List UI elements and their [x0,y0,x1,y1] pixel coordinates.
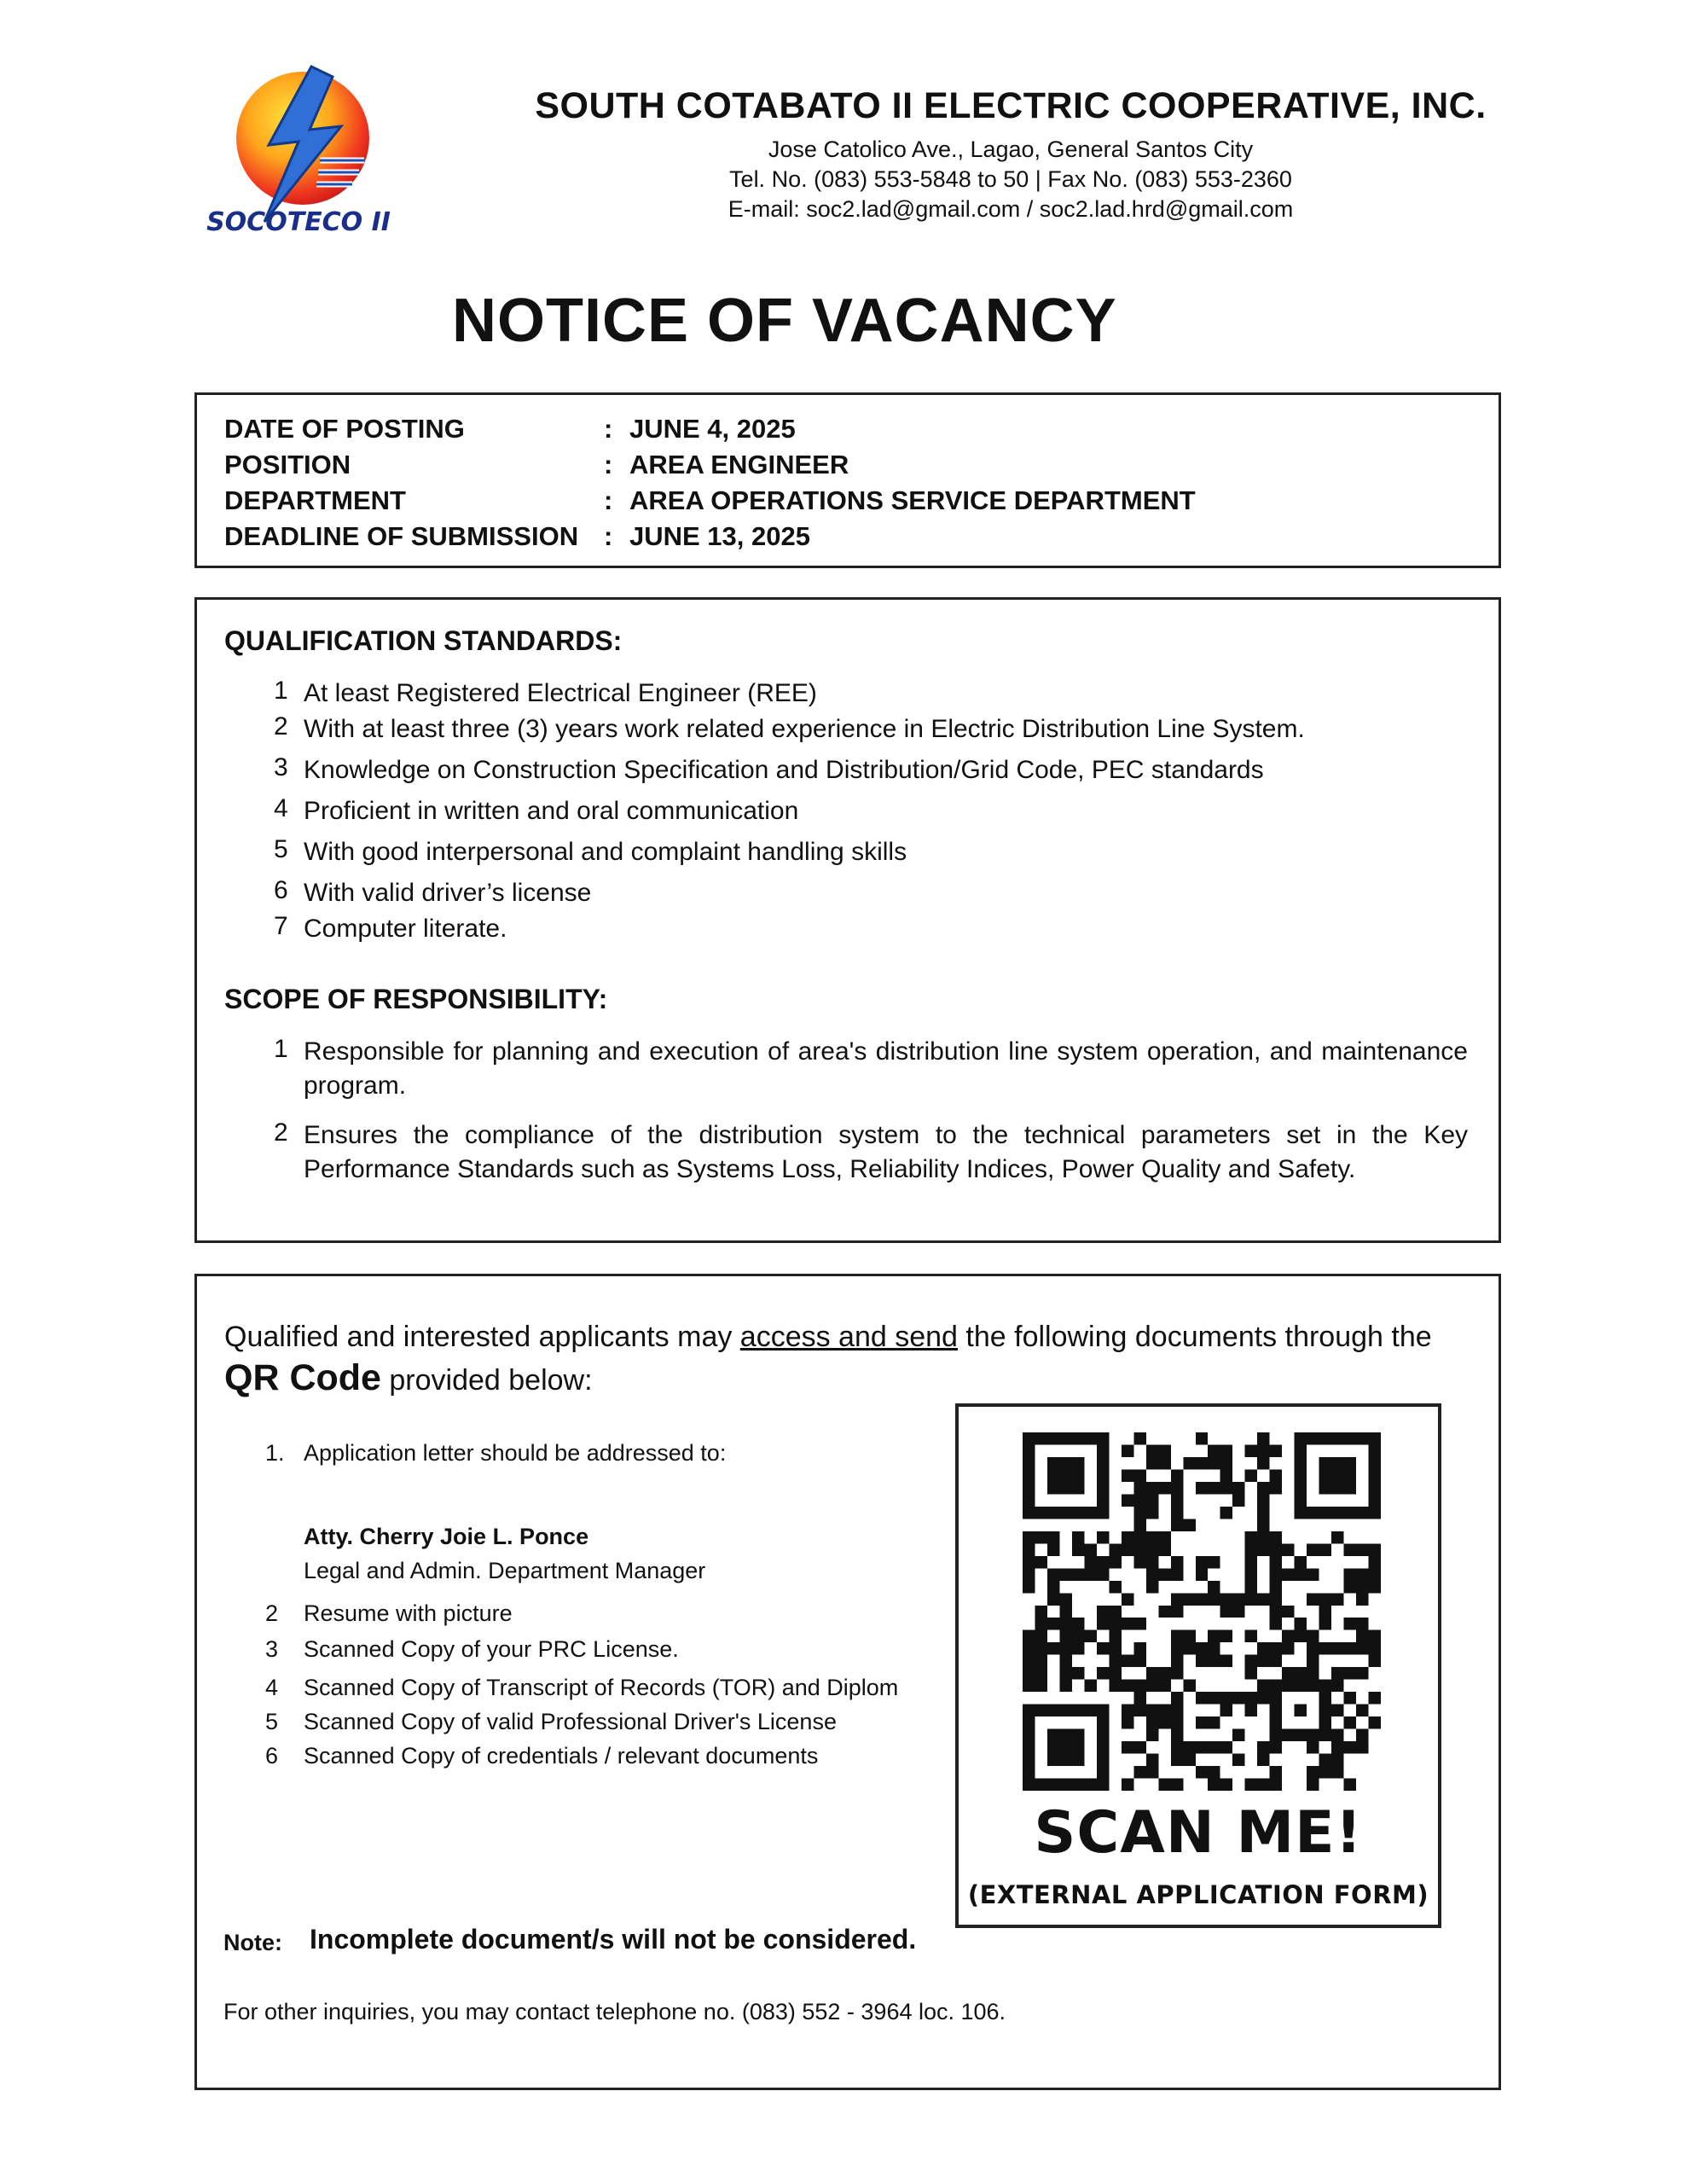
info-separator: : [604,485,613,515]
item-number: 6 [274,876,288,904]
info-label: DATE OF POSTING [224,414,465,444]
item-text: Scanned Copy of your PRC License. [304,1636,679,1662]
email-line: E-mail: soc2.lad@gmail.com / soc2.lad.hrd@gmail.com [728,196,1294,222]
item-number: 3 [274,753,288,781]
item-number: 2 [265,1600,279,1626]
item-text: Proficient in written and oral communication [304,797,799,825]
addressee-name-text: Atty. Cherry Joie L. Ponce [304,1524,589,1549]
item-text: With at least three (3) years work related experience in Electric Distribution Line System. [304,715,1305,743]
phone-line: Tel. No. (083) 553-5848 to 50 | Fax No. (083) 553-2360 [729,166,1292,192]
qr-caption: SCAN ME! [1034,1799,1363,1867]
qr-code-image[interactable] [988,1432,1415,1791]
qr-subcaption: (EXTERNAL APPLICATION FORM) [967,1880,1429,1909]
item-number: 5 [265,1709,279,1734]
info-label: DEADLINE OF SUBMISSION [224,521,579,551]
item-text: Computer literate. [304,915,507,943]
posting-info-box [194,392,1501,568]
item-text: Resume with picture [304,1600,513,1626]
responsibilities-heading: SCOPE OF RESPONSIBILITY: [224,984,608,1014]
item-number: 1 [274,677,288,705]
item-text: Scanned Copy of valid Professional Driver's License [304,1709,837,1734]
item-text: With valid driver’s license [304,879,592,907]
application-intro [224,1321,1487,1354]
info-label: POSITION [224,450,351,479]
item-number: 4 [274,794,288,822]
cooperative-logo [183,60,414,239]
item-text: Ensures the compliance of the distribution system to the technical parameters set in the Key Performance Standards such as Systems Loss, Reliability Indices, Power Quality and Safety. [304,1121,1468,1183]
info-label: DEPARTMENT [224,485,406,515]
item-number: 6 [265,1743,279,1769]
item-text: At least Registered Electrical Engineer (REE) [304,679,817,707]
qr-code-panel[interactable] [955,1403,1441,1928]
organization-name: SOUTH COTABATO II ELECTRIC COOPERATIVE, INC. [535,85,1487,126]
item-text: Scanned Copy of Transcript of Records (TOR) and Diplom [304,1675,899,1700]
item-text: Knowledge on Construction Specification and Distribution/Grid Code, PEC standards [304,756,1264,784]
item-number: 2 [274,712,288,741]
item-number: 7 [274,912,288,940]
logo-text: SOCOTECO II [206,207,391,237]
note-label: Note: [223,1930,282,1955]
inquiry-text: For other inquiries, you may contact telephone no. (083) 552 - 3964 loc. 106. [223,1999,1006,2024]
item-number: 5 [274,835,288,863]
item-text: Application letter should be addressed to: [304,1440,727,1466]
info-value: AREA OPERATIONS SERVICE DEPARTMENT [629,485,1196,515]
intro-text: provided below: [380,1364,593,1397]
info-value: AREA ENGINEER [629,450,849,479]
qualifications-heading: QUALIFICATION STANDARDS: [224,625,623,656]
info-value: JUNE 4, 2025 [629,414,796,444]
page-title: NOTICE OF VACANCY [452,287,1117,355]
qr-code-label: QR Code [224,1357,381,1398]
info-separator: : [604,521,613,551]
item-number: 4 [265,1675,279,1700]
addressee-title-text: Legal and Admin. Department Manager [304,1558,706,1583]
item-text: Responsible for planning and execution of area's distribution line system operation, and maintenance program. [304,1037,1468,1100]
item-text: Scanned Copy of credentials / relevant documents [304,1743,819,1769]
intro-emphasis: access and send [739,1321,958,1353]
item-number: 1. [265,1440,285,1466]
info-value: JUNE 13, 2025 [629,521,810,551]
intro-text: the following documents through the [957,1321,1432,1353]
address-line: Jose Catolico Ave., Lagao, General Santos City [768,136,1254,162]
application-intro-qr [224,1357,593,1399]
qualifications-box [194,597,1501,1243]
item-number: 1 [274,1035,288,1063]
info-separator: : [604,450,613,479]
intro-text: Qualified and interested applicants may [224,1321,740,1353]
item-text: With good interpersonal and complaint handling skills [304,838,907,866]
item-number: 3 [265,1636,279,1662]
info-separator: : [604,414,613,444]
item-number: 2 [274,1118,288,1147]
note-text: Incomplete document/s will not be considered. [310,1924,917,1955]
